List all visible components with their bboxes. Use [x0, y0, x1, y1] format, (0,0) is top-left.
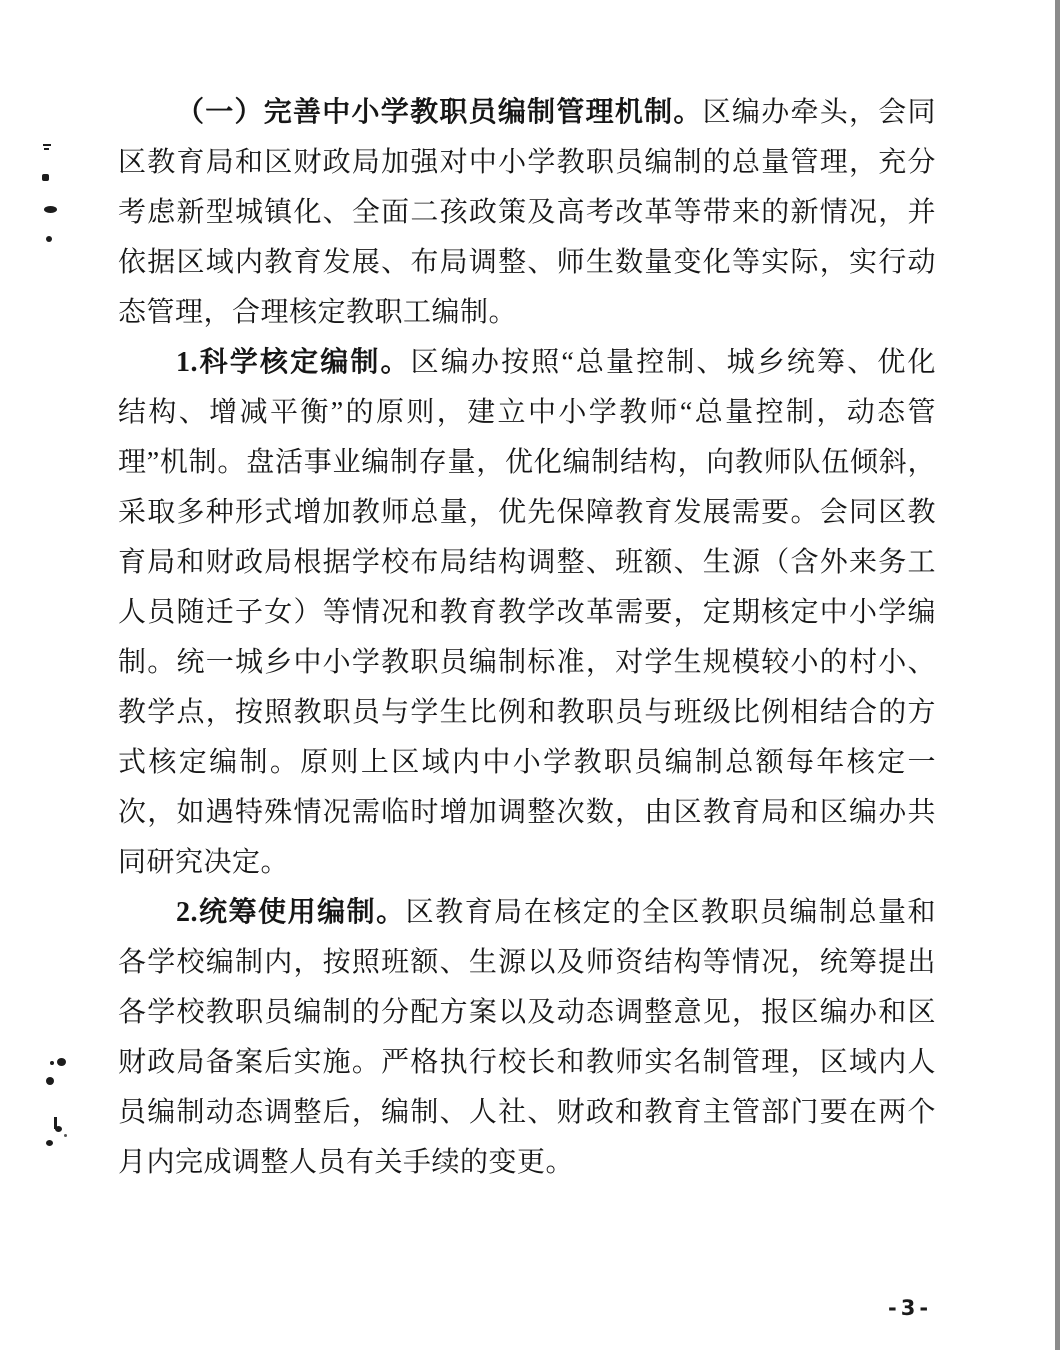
text-line: 结构、增减平衡”的原则，建立中小学教师“总量控制，动态管 [118, 397, 936, 428]
text-line: 制。统一城乡中小学教职员编制标准，对学生规模较小的村小、 [118, 647, 936, 678]
ink-speck [64, 1134, 67, 1137]
text-line: 教学点，按照教职员与学生比例和教职员与班级比例相结合的方 [118, 697, 936, 728]
text-line: 式核定编制。原则上区域内中小学教职员编制总额每年核定一 [118, 747, 936, 778]
text-line: 员编制动态调整后，编制、人社、财政和教育主管部门要在两个 [118, 1097, 936, 1128]
text-line: 区教育局和区财政局加强对中小学教职员编制的总量管理，充分 [118, 147, 936, 178]
text-line: 人员随迁子女）等情况和教育教学改革需要，定期核定中小学编 [118, 597, 936, 628]
text-line [118, 338, 936, 388]
ink-speck [44, 148, 49, 150]
line-text: 区教育局在核定的全区教职员编制总量和 [405, 897, 936, 928]
ink-speck [42, 174, 49, 181]
text-line: 态管理，合理核定教职工编制。 [118, 297, 518, 328]
text-line: 各学校教职员编制的分配方案以及动态调整意见，报区编办和区 [118, 997, 936, 1028]
text-line: 财政局备案后实施。严格执行校长和教师实名制管理，区域内人 [118, 1047, 936, 1078]
text-line: 月内完成调整人员有关手续的变更。 [118, 1147, 575, 1178]
ink-speck [46, 236, 52, 242]
text-line: 理”机制。盘活事业编制存量，优化编制结构，向教师队伍倾斜， [118, 447, 936, 478]
ink-speck [44, 206, 57, 213]
ink-speck [46, 1077, 54, 1085]
text-line: 同研究决定。 [118, 847, 290, 878]
line-text: 区编办牵头，会同 [702, 97, 936, 128]
paragraph-heading: 2.统筹使用编制。 [176, 897, 406, 928]
text-line: 采取多种形式增加教师总量，优先保障教育发展需要。会同区教 [118, 497, 936, 528]
ink-speck [46, 1140, 53, 1146]
text-block [118, 88, 936, 1188]
page-number: -3- [888, 1296, 933, 1320]
text-line: 各学校编制内，按照班额、生源以及师资结构等情况，统筹提出 [118, 947, 936, 978]
scanner-edge-strip [1055, 0, 1060, 1350]
text-line [118, 888, 936, 938]
line-text: 区编办按照“总量控制、城乡统筹、优化 [410, 347, 936, 378]
ink-speck [50, 1061, 54, 1065]
text-line [118, 88, 936, 138]
text-line: 次，如遇特殊情况需临时增加调整次数，由区教育局和区编办共 [118, 797, 936, 828]
ink-speck [43, 144, 51, 146]
ink-speck [55, 1126, 62, 1132]
ink-speck [57, 1058, 66, 1066]
paragraph-heading: （一）完善中小学教职员编制管理机制。 [176, 97, 703, 128]
paragraph-heading: 1.科学核定编制。 [176, 347, 411, 378]
text-line: 依据区域内教育发展、布局调整、师生数量变化等实际，实行动 [118, 247, 936, 278]
text-line: 考虑新型城镇化、全面二孩政策及高考改革等带来的新情况，并 [118, 197, 936, 228]
text-line: 育局和财政局根据学校布局结构调整、班额、生源（含外来务工 [118, 547, 936, 578]
